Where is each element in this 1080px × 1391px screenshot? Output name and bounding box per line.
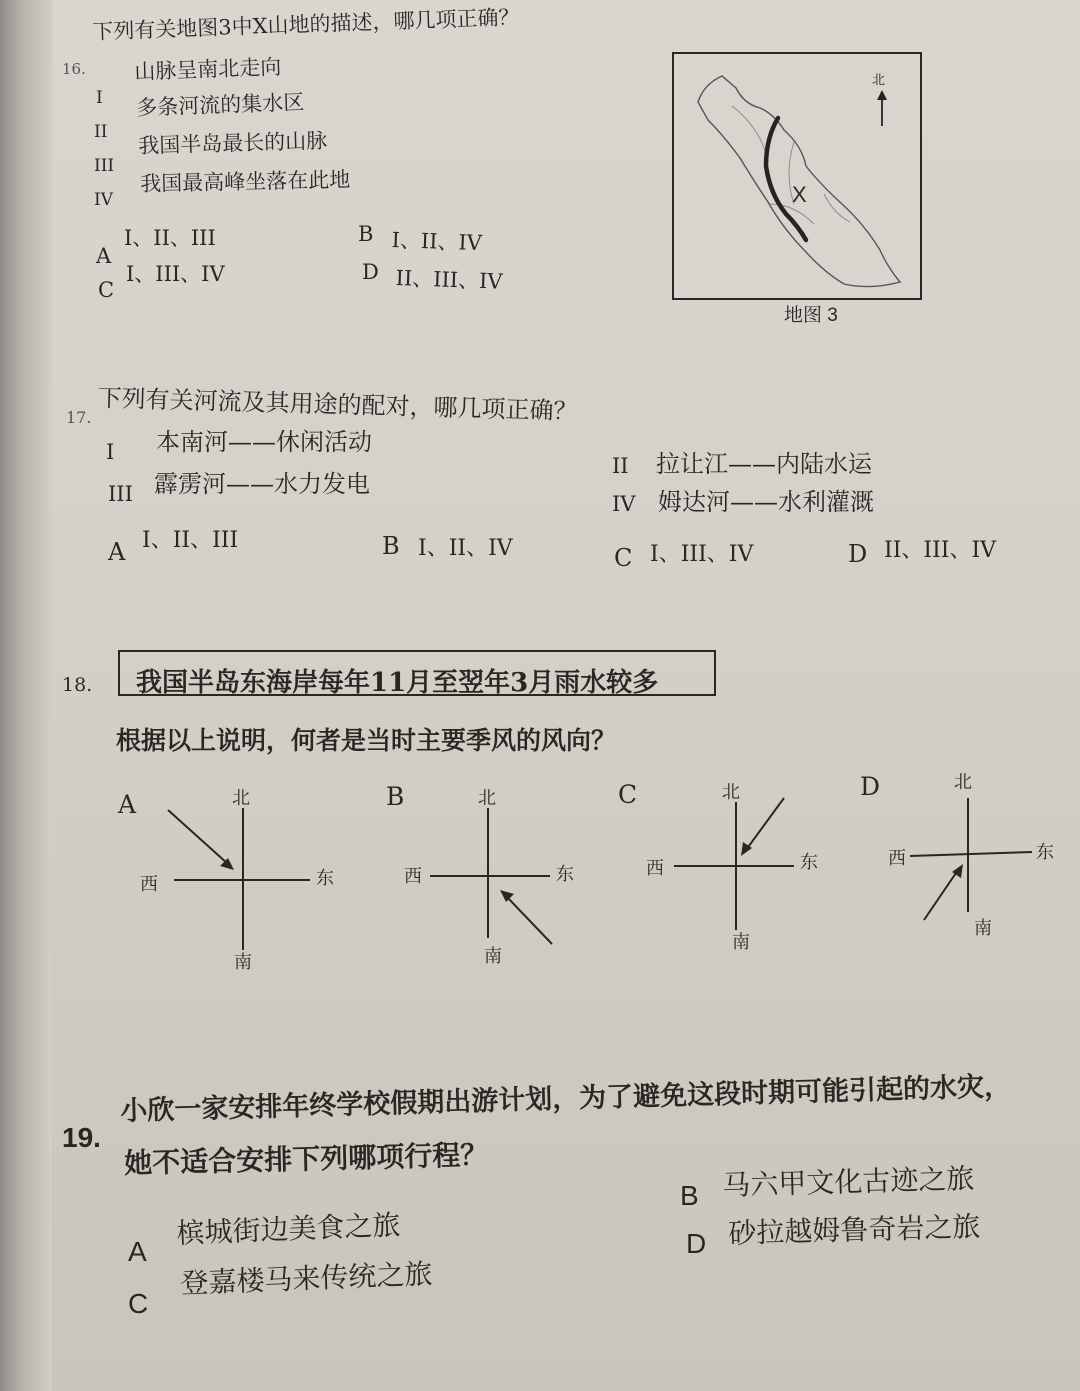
q17-pair-text: 霹雳河——水力发电 bbox=[154, 470, 370, 498]
q16-stem: 下列有关地图3中X山地的描述，哪几项正确？ bbox=[91, 5, 520, 44]
compass-south-label: 南 bbox=[974, 918, 992, 939]
compass-west-label: 西 bbox=[404, 866, 422, 887]
q17-pair-text: 姆达河——水利灌溉 bbox=[658, 488, 874, 516]
q17-pair-roman: II bbox=[612, 454, 629, 478]
q19-number: 19. bbox=[62, 1122, 101, 1153]
q16-option-text[interactable]: I、III、IV bbox=[126, 262, 225, 286]
q17-option-letter[interactable]: B bbox=[382, 532, 400, 560]
q16-option-letter[interactable]: A bbox=[96, 244, 112, 268]
q18-option-d-compass[interactable] bbox=[888, 772, 1068, 952]
compass-north-label: 北 bbox=[722, 782, 740, 803]
q17-pair-roman: III bbox=[108, 482, 133, 506]
q18-option-c-compass[interactable] bbox=[644, 780, 844, 970]
compass-north-label: 北 bbox=[954, 772, 972, 793]
q16-option-text[interactable]: I、II、IV bbox=[391, 228, 483, 256]
q18-option-a-letter[interactable]: A bbox=[118, 790, 137, 819]
q19-stem-line-1: 小欣一家安排年终学校假期出游计划，为了避免这段时期可能引起的水灾， bbox=[119, 1071, 1012, 1127]
q18-number: 18. bbox=[62, 674, 93, 696]
map-3-frame bbox=[672, 52, 922, 300]
q19-option-letter[interactable]: D bbox=[686, 1228, 707, 1259]
q18-option-c-letter[interactable]: C bbox=[618, 780, 638, 809]
q17-pair-roman: IV bbox=[612, 492, 636, 516]
q18-stem: 根据以上说明，何者是当时主要季风的风向？ bbox=[116, 726, 617, 755]
wind-arrow-icon bbox=[924, 870, 958, 920]
compass-east-label: 东 bbox=[1036, 842, 1054, 863]
q17-option-letter[interactable]: D bbox=[848, 540, 868, 568]
q17-pair-text: 本南河——休闲活动 bbox=[156, 428, 372, 456]
q18-option-b-compass[interactable] bbox=[402, 788, 602, 978]
q18-option-a-compass[interactable] bbox=[140, 790, 340, 980]
q18-boxed-statement bbox=[118, 650, 716, 696]
compass-south-label: 南 bbox=[484, 946, 502, 967]
compass-south-label: 南 bbox=[732, 932, 750, 953]
q16-statement-text: 山脉呈南北走向 bbox=[133, 54, 282, 84]
q19-option-text[interactable]: 槟城街边美食之旅 bbox=[175, 1208, 402, 1250]
wind-arrow-icon bbox=[746, 798, 784, 850]
compass-north-label: 北 bbox=[232, 788, 250, 809]
q16-statement-text: 我国半岛最长的山脉 bbox=[137, 128, 328, 158]
q17-option-text[interactable]: I、II、III bbox=[142, 528, 239, 553]
q16-statement-text: 我国最高峰坐落在此地 bbox=[139, 167, 351, 196]
q17-option-letter[interactable]: A bbox=[108, 538, 126, 566]
q19-option-letter[interactable]: A bbox=[128, 1236, 147, 1267]
wind-arrow-icon bbox=[506, 896, 552, 944]
q16-statement-roman: III bbox=[94, 156, 115, 176]
compass-east-label: 东 bbox=[556, 864, 574, 885]
q19-option-text[interactable]: 登嘉楼马来传统之旅 bbox=[179, 1257, 433, 1300]
q17-pair-text: 拉让江——内陆水运 bbox=[656, 450, 872, 478]
wind-arrow-icon bbox=[168, 810, 228, 864]
q19-option-text[interactable]: 砂拉越姆鲁奇岩之旅 bbox=[727, 1209, 981, 1250]
q17-option-text[interactable]: II、III、IV bbox=[884, 538, 997, 563]
q18-option-b-letter[interactable]: B bbox=[386, 782, 405, 811]
mountain-range-x bbox=[766, 118, 806, 240]
q18-boxed-text: 我国半岛东海岸每年11月至翌年3月雨水较多 bbox=[136, 668, 659, 698]
q16-option-letter[interactable]: D bbox=[362, 260, 379, 284]
peninsula-map bbox=[674, 54, 924, 302]
wind-arrowhead-icon bbox=[500, 890, 514, 902]
compass-west-label: 西 bbox=[140, 874, 158, 895]
q19-option-text[interactable]: 马六甲文化古迹之旅 bbox=[721, 1161, 975, 1202]
q19-option-letter[interactable]: B bbox=[680, 1180, 699, 1211]
q17-option-text[interactable]: I、III、IV bbox=[650, 542, 754, 567]
q16-number: 16. bbox=[62, 60, 86, 78]
q16-statement-text: 多条河流的集水区 bbox=[135, 90, 305, 120]
q17-option-letter[interactable]: C bbox=[614, 544, 633, 572]
q16-statement-roman: I bbox=[96, 88, 103, 108]
q16-option-letter[interactable]: B bbox=[358, 222, 374, 246]
q17-number: 17. bbox=[66, 408, 92, 427]
map-caption: 地图 3 bbox=[784, 305, 838, 326]
q18-option-d-letter[interactable]: D bbox=[860, 772, 881, 801]
north-arrow-head-icon bbox=[877, 90, 887, 100]
q16-statement-roman: II bbox=[94, 122, 108, 142]
compass-east-label: 东 bbox=[316, 868, 334, 889]
q17-stem: 下列有关河流及其用途的配对，哪几项正确？ bbox=[97, 384, 578, 426]
q16-option-letter[interactable]: C bbox=[98, 278, 115, 302]
book-binding-shadow bbox=[0, 0, 52, 1391]
compass-south-label: 南 bbox=[234, 952, 252, 973]
compass-east-label: 东 bbox=[800, 852, 818, 873]
map-x-label: X bbox=[792, 182, 807, 207]
compass-north-label: 北 bbox=[478, 788, 496, 809]
q19-option-letter[interactable]: C bbox=[128, 1288, 149, 1319]
q17-pair-roman: I bbox=[106, 440, 115, 464]
q19-stem-line-2: 她不适合安排下列哪项行程？ bbox=[123, 1138, 489, 1180]
map-north-label: 北 bbox=[872, 73, 886, 88]
q16-option-text[interactable]: I、II、III bbox=[124, 226, 216, 250]
river-lines bbox=[732, 106, 850, 224]
q16-statement-roman: IV bbox=[94, 190, 113, 210]
q17-option-text[interactable]: I、II、IV bbox=[418, 536, 513, 561]
compass-west-label: 西 bbox=[646, 858, 664, 879]
compass-west-label: 西 bbox=[888, 848, 906, 869]
q16-option-text[interactable]: II、III、IV bbox=[395, 266, 503, 294]
